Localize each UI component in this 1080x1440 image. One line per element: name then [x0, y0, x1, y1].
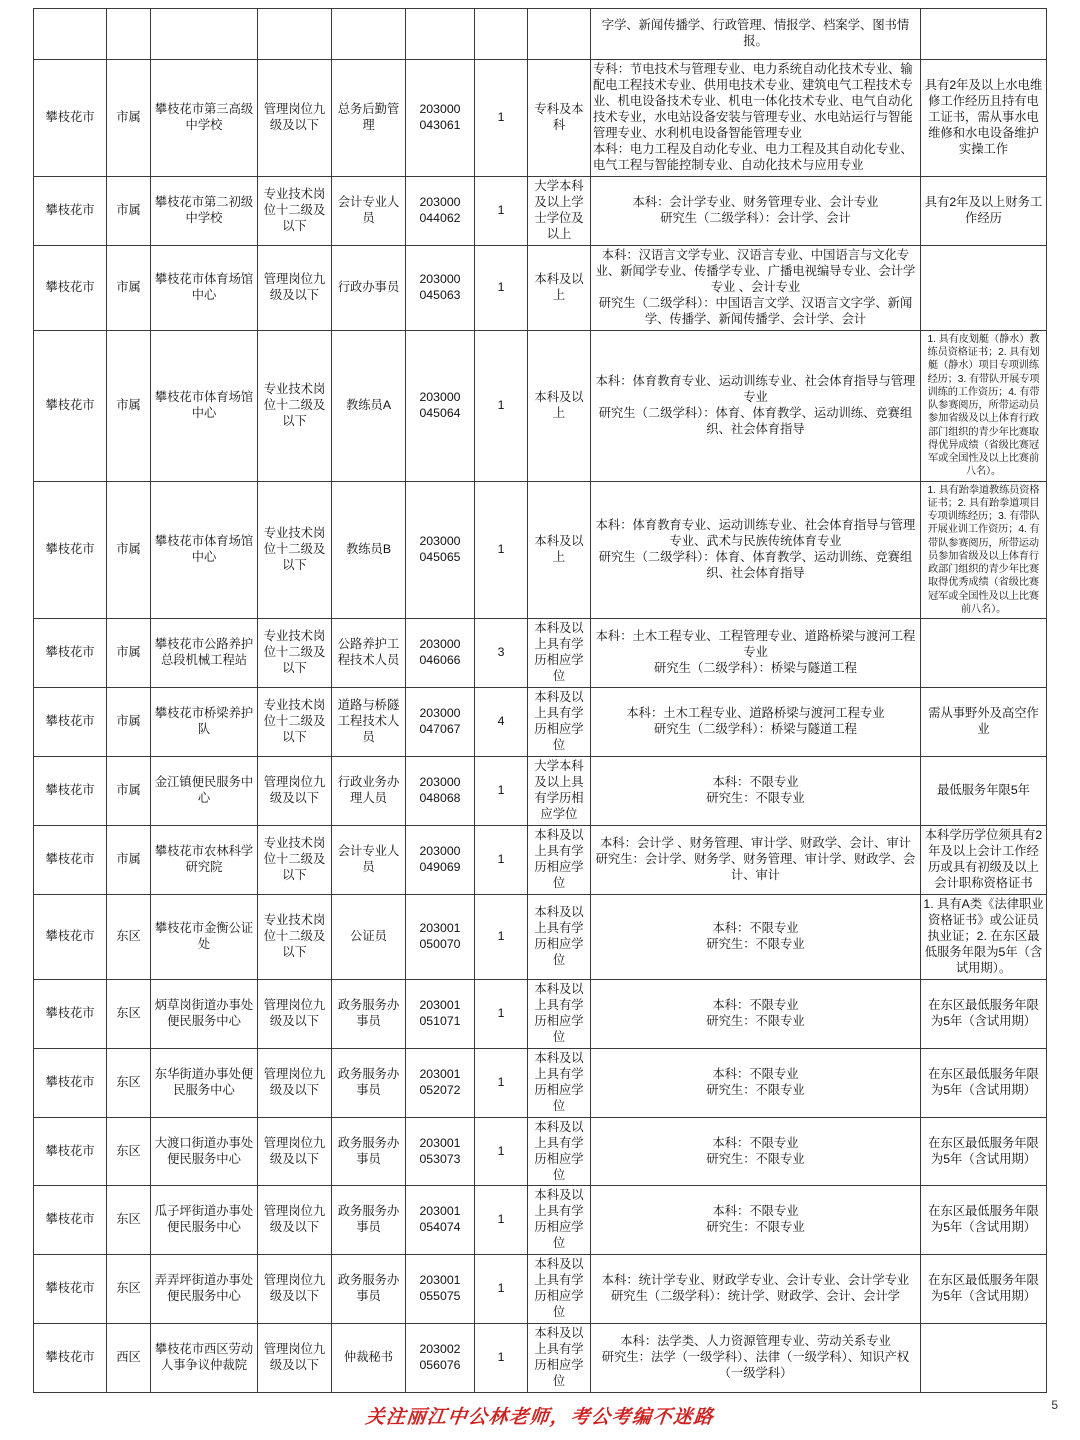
cell-empty: [107, 9, 151, 60]
table-row: [34, 894, 1047, 979]
cell-job-code: [406, 1048, 475, 1117]
code-line-2: 045063: [419, 287, 461, 302]
cell-education: 本科及以上具有学历相应学位: [528, 1048, 591, 1117]
cell-job-title: 政务服务办事员: [332, 979, 406, 1048]
cell-education: 本科及以上具有学历相应学位: [528, 1255, 591, 1324]
code-line-2: 055075: [419, 1289, 461, 1304]
cell-post-level: 专业技术岗位十二级及以下: [258, 687, 332, 756]
table-row: [34, 756, 1047, 825]
table-row: [34, 1255, 1047, 1324]
cell-unit: 东华街道办事处便民服务中心: [151, 1048, 258, 1117]
cell-remark: 在东区最低服务年限为5年（含试用期）: [921, 1186, 1047, 1255]
cell-education: 本科及以上具有学历相应学位: [528, 1117, 591, 1186]
table-row: [34, 1117, 1047, 1186]
code-line-1: 203002: [419, 1342, 461, 1357]
cell-remark: 在东区最低服务年限为5年（含试用期）: [921, 1117, 1047, 1186]
cell-headcount: 1: [475, 60, 528, 177]
cell-job-code: [406, 1255, 475, 1324]
cell-city: 攀枝花市: [34, 1324, 107, 1393]
code-line-2: 054074: [419, 1220, 461, 1235]
cell-job-code: [406, 1324, 475, 1393]
code-line-1: 203000: [419, 101, 461, 116]
cell-post-level: 管理岗位九级及以下: [258, 1324, 332, 1393]
code-line-1: 203001: [419, 1066, 461, 1081]
cell-major-requirement: [591, 176, 921, 245]
cell-post-level: 管理岗位九级及以下: [258, 1255, 332, 1324]
code-line-1: 203001: [419, 997, 461, 1012]
major-line: 研究生（二级学科）：桥梁与隧道工程: [654, 721, 857, 736]
table-row: [34, 245, 1047, 330]
cell-job-code: [406, 687, 475, 756]
table-row: [34, 176, 1047, 245]
cell-major-requirement: [591, 825, 921, 894]
major-line: 本科：不限专业: [712, 920, 799, 935]
cell-city: 攀枝花市: [34, 619, 107, 688]
cell-job-title: 总务后勤管理: [332, 60, 406, 177]
cell-empty: [332, 9, 406, 60]
major-line: 研究生（二级学科）：体育、体育教学、运动训练、竞赛组织、社会体育指导: [598, 405, 913, 436]
major-line: 本科：电力工程及自动化专业、电力工程及其自动化专业、电气工程与智能控制专业、自动化技术与应用专业: [593, 141, 913, 172]
cell-job-code: [406, 1117, 475, 1186]
cell-unit: 弄弄坪街道办事处便民服务中心: [151, 1255, 258, 1324]
major-line: 研究生：不限专业: [706, 1082, 805, 1097]
cell-empty: [528, 9, 591, 60]
cell-affiliation: 市属: [107, 619, 151, 688]
cell-remark: [921, 619, 1047, 688]
cell-empty: [406, 9, 475, 60]
code-line-1: 203000: [419, 271, 461, 286]
cell-headcount: 1: [475, 894, 528, 979]
cell-affiliation: 市属: [107, 60, 151, 177]
cell-city: 攀枝花市: [34, 756, 107, 825]
cell-major-requirement: [591, 756, 921, 825]
cell-city: 攀枝花市: [34, 481, 107, 619]
cell-empty: [151, 9, 258, 60]
code-line-2: 046066: [419, 652, 461, 667]
cell-remark: [921, 1324, 1047, 1393]
cell-post-level: 管理岗位九级及以下: [258, 1186, 332, 1255]
watermark-text: 关注丽江中公林老师，考公考编不迷路: [364, 1407, 716, 1428]
major-line: 研究生：会计学、财务学、财务管理、审计学、财政学、会计、审计: [595, 851, 916, 882]
code-line-2: 049069: [419, 859, 461, 874]
cell-affiliation: 西区: [107, 1324, 151, 1393]
remark-continuation: [921, 9, 1047, 60]
cell-job-code: [406, 894, 475, 979]
cell-remark: 1. 具有皮划艇（静水）教练员资格证书；2. 具有划艇（静水）项目专项训练经历；3. 有带队开展专项训练的工作资历；4. 有带队参赛阅历，所带运动员参加省级及以上体育行政部门组织的青少年比赛取得优异成绩（省级比赛冠军或全国性及以上比赛前八名）。: [921, 330, 1047, 481]
cell-affiliation: 市属: [107, 756, 151, 825]
cell-education: 专科及本科: [528, 60, 591, 177]
cell-job-title: 公路养护工程技术人员: [332, 619, 406, 688]
cell-city: 攀枝花市: [34, 1255, 107, 1324]
cell-post-level: 专业技术岗位十二级及以下: [258, 894, 332, 979]
cell-education: 本科及以上具有学历相应学位: [528, 1324, 591, 1393]
major-line: 本科：会计学 、财务管理、审计学、财政学、会计、审计: [600, 835, 911, 850]
table-row: [34, 979, 1047, 1048]
cell-major-requirement: [591, 894, 921, 979]
major-line: 本科：体育教育专业、运动训练专业、社会体育指导与管理专业: [595, 373, 916, 404]
cell-unit: 瓜子坪街道办事处便民服务中心: [151, 1186, 258, 1255]
cell-city: 攀枝花市: [34, 1117, 107, 1186]
major-line: 研究生（二级学科）：桥梁与隧道工程: [654, 660, 857, 675]
cell-unit: 攀枝花市第二初级中学校: [151, 176, 258, 245]
major-line: 研究生：法学（一级学科）、法律（一级学科）、知识产权（一级学科）: [601, 1350, 910, 1381]
cell-job-code: [406, 60, 475, 177]
cell-headcount: 1: [475, 825, 528, 894]
code-line-1: 203000: [419, 194, 461, 209]
table-body: [34, 9, 1047, 1393]
code-line-1: 203001: [419, 1204, 461, 1219]
cell-education: 本科及以上具有学历相应学位: [528, 979, 591, 1048]
cell-affiliation: 东区: [107, 1048, 151, 1117]
cell-affiliation: 市属: [107, 176, 151, 245]
major-line: 研究生（二级学科）：体育、体育教学、运动训练、竞赛组织、社会体育指导: [598, 549, 913, 580]
cell-affiliation: 东区: [107, 894, 151, 979]
cell-remark: 1. 具有A类《法律职业资格证书》或公证员执业证；2. 在东区最低服务年限为5年（含试用期）。: [921, 894, 1047, 979]
cell-affiliation: 市属: [107, 687, 151, 756]
code-line-1: 203001: [419, 1135, 461, 1150]
cell-headcount: 1: [475, 481, 528, 619]
cell-job-title: 会计专业人员: [332, 825, 406, 894]
cell-job-title: 政务服务办事员: [332, 1048, 406, 1117]
major-line: 研究生（二级学科）：中国语言文学、汉语言文字学、新闻学、传播学、新闻传播学、会计学、会计: [598, 295, 913, 326]
cell-major-requirement: [591, 1048, 921, 1117]
cell-headcount: 1: [475, 1186, 528, 1255]
major-line: 本科：不限专业: [712, 774, 799, 789]
major-line: 本科：体育教育专业、运动训练专业、社会体育指导与管理专业、武术与民族传统体育专业: [595, 517, 916, 548]
cell-unit: 攀枝花市体育场馆中心: [151, 330, 258, 481]
cell-post-level: 管理岗位九级及以下: [258, 1117, 332, 1186]
cell-education: 本科及以上: [528, 245, 591, 330]
cell-job-title: 行政办事员: [332, 245, 406, 330]
major-line: 研究生：不限专业: [706, 1220, 805, 1235]
cell-post-level: 管理岗位九级及以下: [258, 979, 332, 1048]
code-line-2: 051071: [419, 1013, 461, 1028]
cell-unit: 大渡口街道办事处便民服务中心: [151, 1117, 258, 1186]
cell-remark: 1. 具有跆拳道教练员资格证书；2. 具有跆拳道项目专项训练经历；3. 有带队开展业训工作资历；4. 有带队参赛阅历，所带运动员参加省级及以上体育行政部门组织的青少年比赛取得优秀成绩（省级比赛冠军或全国性及以上比赛前八名）。: [921, 481, 1047, 619]
cell-major-requirement: [591, 1255, 921, 1324]
cell-major-requirement: [591, 979, 921, 1048]
cell-city: 攀枝花市: [34, 245, 107, 330]
major-line: 本科：统计学专业、财政学专业、会计专业、会计学专业: [601, 1273, 910, 1288]
code-line-1: 203000: [419, 774, 461, 789]
cell-job-code: [406, 825, 475, 894]
cell-job-title: 政务服务办事员: [332, 1117, 406, 1186]
cell-major-requirement: [591, 330, 921, 481]
cell-unit: 攀枝花市金衡公证处: [151, 894, 258, 979]
cell-post-level: 管理岗位九级及以下: [258, 60, 332, 177]
cell-city: 攀枝花市: [34, 1048, 107, 1117]
cell-job-code: [406, 979, 475, 1048]
cell-affiliation: 东区: [107, 979, 151, 1048]
code-line-1: 203000: [419, 636, 461, 651]
cell-post-level: 专业技术岗位十二级及以下: [258, 825, 332, 894]
major-line: 研究生：不限专业: [706, 790, 805, 805]
table-row: [34, 1324, 1047, 1393]
table-row: [34, 687, 1047, 756]
cell-headcount: 1: [475, 1255, 528, 1324]
code-line-1: 203001: [419, 920, 461, 935]
cell-post-level: 管理岗位九级及以下: [258, 245, 332, 330]
major-line: 专科：节电技术与管理专业、电力系统自动化技术专业、输配电工程技术专业、供用电技术专业、建筑电气工程技术专业、机电设备技术专业、机电一体化技术专业、电气自动化技术专业，水电站设备安装与管理专业、水电站运行与智能管理专业、水利机电设备智能管理专业: [593, 62, 913, 140]
cell-job-code: [406, 1186, 475, 1255]
cell-remark: 在东区最低服务年限为5年（含试用期）: [921, 1255, 1047, 1324]
cell-unit: 攀枝花市桥梁养护队: [151, 687, 258, 756]
cell-education: 本科及以上具有学历相应学位: [528, 1186, 591, 1255]
cell-unit: 攀枝花市第三高级中学校: [151, 60, 258, 177]
cell-unit: 攀枝花市公路养护总段机械工程站: [151, 619, 258, 688]
cell-job-title: 教练员A: [332, 330, 406, 481]
cell-unit: 炳草岗街道办事处便民服务中心: [151, 979, 258, 1048]
cell-affiliation: 东区: [107, 1255, 151, 1324]
code-line-1: 203000: [419, 533, 461, 548]
cell-job-code: [406, 756, 475, 825]
code-line-1: 203000: [419, 705, 461, 720]
cell-city: 攀枝花市: [34, 60, 107, 177]
cell-job-title: 教练员B: [332, 481, 406, 619]
cell-city: 攀枝花市: [34, 825, 107, 894]
cell-city: 攀枝花市: [34, 894, 107, 979]
table-row: [34, 1048, 1047, 1117]
table-row: [34, 330, 1047, 481]
cell-remark: [921, 245, 1047, 330]
major-line: 研究生：不限专业: [706, 936, 805, 951]
code-line-2: 053073: [419, 1151, 461, 1166]
cell-affiliation: 东区: [107, 1186, 151, 1255]
cell-job-code: [406, 481, 475, 619]
recruitment-table: [33, 8, 1047, 1393]
cell-headcount: 1: [475, 756, 528, 825]
cell-headcount: 3: [475, 619, 528, 688]
cell-major-requirement: [591, 687, 921, 756]
cell-major-requirement: [591, 60, 921, 177]
code-line-2: 044062: [419, 210, 461, 225]
recruitment-table-container: [33, 8, 1046, 1393]
cell-unit: 攀枝花市农林科学研究院: [151, 825, 258, 894]
table-row: [34, 825, 1047, 894]
table-row: [34, 481, 1047, 619]
major-line: 本科：汉语言文学专业、汉语言专业、中国语言与文化专业、新闻学专业、传播学专业、广播电视编导专业、会计学专业 、会计专业: [595, 247, 916, 294]
cell-major-requirement: [591, 1324, 921, 1393]
cell-city: 攀枝花市: [34, 979, 107, 1048]
cell-job-title: 道路与桥隧工程技术人员: [332, 687, 406, 756]
cell-education: 本科及以上: [528, 481, 591, 619]
cell-post-level: 专业技术岗位十二级及以下: [258, 176, 332, 245]
cell-education: 本科及以上具有学历相应学位: [528, 825, 591, 894]
cell-education: 本科及以上具有学历相应学位: [528, 619, 591, 688]
cell-affiliation: 东区: [107, 1117, 151, 1186]
cell-job-code: [406, 176, 475, 245]
code-line-2: 050070: [419, 936, 461, 951]
cell-city: 攀枝花市: [34, 1186, 107, 1255]
table-row-continuation: [34, 9, 1047, 60]
cell-major-requirement: [591, 1117, 921, 1186]
page-number: 5: [1051, 1398, 1058, 1412]
major-line: 本科：不限专业: [712, 997, 799, 1012]
cell-headcount: 1: [475, 1048, 528, 1117]
code-line-1: 203000: [419, 389, 461, 404]
major-line: 本科：不限专业: [712, 1066, 799, 1081]
cell-headcount: 1: [475, 176, 528, 245]
cell-education: 大学本科及以上具有学历相应学位: [528, 756, 591, 825]
code-line-1: 203000: [419, 843, 461, 858]
major-line: 本科：法学类、人力资源管理专业、劳动关系专业: [620, 1334, 891, 1349]
cell-major-requirement: [591, 481, 921, 619]
cell-job-title: 政务服务办事员: [332, 1186, 406, 1255]
code-line-2: 048068: [419, 790, 461, 805]
cell-job-title: 公证员: [332, 894, 406, 979]
cell-headcount: 1: [475, 245, 528, 330]
major-line: 研究生：不限专业: [706, 1013, 805, 1028]
cell-job-title: 会计专业人员: [332, 176, 406, 245]
major-line: 本科：会计学专业、财务管理专业、会计专业: [632, 194, 879, 209]
code-line-2: 045065: [419, 549, 461, 564]
cell-job-title: 政务服务办事员: [332, 1255, 406, 1324]
cell-job-code: [406, 619, 475, 688]
cell-major-requirement: [591, 619, 921, 688]
cell-headcount: 1: [475, 1117, 528, 1186]
cell-empty: [475, 9, 528, 60]
cell-empty: [34, 9, 107, 60]
cell-remark: 在东区最低服务年限为5年（含试用期）: [921, 979, 1047, 1048]
code-line-2: 052072: [419, 1082, 461, 1097]
table-row: [34, 60, 1047, 177]
cell-affiliation: 市属: [107, 825, 151, 894]
table-row: [34, 619, 1047, 688]
table-row: [34, 1186, 1047, 1255]
cell-post-level: 管理岗位九级及以下: [258, 756, 332, 825]
major-line: 本科：土木工程专业、道路桥梁与渡河工程专业: [626, 705, 885, 720]
code-line-2: 047067: [419, 721, 461, 736]
cell-headcount: 1: [475, 979, 528, 1048]
cell-job-code: [406, 330, 475, 481]
cell-affiliation: 市属: [107, 481, 151, 619]
cell-city: 攀枝花市: [34, 330, 107, 481]
cell-unit: 攀枝花市西区劳动人事争议仲裁院: [151, 1324, 258, 1393]
cell-headcount: 1: [475, 330, 528, 481]
cell-job-title: 行政业务办理人员: [332, 756, 406, 825]
cell-post-level: 专业技术岗位十二级及以下: [258, 330, 332, 481]
major-requirement-continuation: 字学、新闻传播学、行政管理、情报学、档案学、图书情报。: [591, 9, 921, 60]
major-line: 本科：不限专业: [712, 1204, 799, 1219]
code-line-1: 203001: [419, 1273, 461, 1288]
cell-major-requirement: [591, 1186, 921, 1255]
major-line: 本科：土木工程专业、工程管理专业、道路桥梁与渡河工程专业: [595, 628, 916, 659]
cell-remark: 具有2年及以上水电维修工作经历且持有电工证书，需从事水电维修和水电设备维护实操工作: [921, 60, 1047, 177]
major-line: 本科：不限专业: [712, 1135, 799, 1150]
major-line: 研究生（二级学科）：会计学、会计: [660, 210, 851, 225]
cell-post-level: 专业技术岗位十二级及以下: [258, 481, 332, 619]
major-line: 研究生：不限专业: [706, 1151, 805, 1166]
cell-city: 攀枝花市: [34, 687, 107, 756]
cell-post-level: 专业技术岗位十二级及以下: [258, 619, 332, 688]
cell-remark: 具有2年及以上财务工作经历: [921, 176, 1047, 245]
cell-unit: 金江镇便民服务中心: [151, 756, 258, 825]
cell-major-requirement: [591, 245, 921, 330]
cell-affiliation: 市属: [107, 245, 151, 330]
cell-unit: 攀枝花市体育场馆中心: [151, 245, 258, 330]
cell-education: 本科及以上具有学历相应学位: [528, 894, 591, 979]
code-line-2: 056076: [419, 1358, 461, 1373]
cell-affiliation: 市属: [107, 330, 151, 481]
cell-headcount: 1: [475, 1324, 528, 1393]
major-line: 研究生（二级学科）：统计学、财政学、会计、会计学: [611, 1289, 900, 1304]
cell-education: 本科及以上: [528, 330, 591, 481]
cell-job-code: [406, 245, 475, 330]
cell-headcount: 4: [475, 687, 528, 756]
cell-remark: 本科学历学位须具有2年及以上会计工作经历或具有初级及以上会计职称资格证书: [921, 825, 1047, 894]
cell-remark: 在东区最低服务年限为5年（含试用期）: [921, 1048, 1047, 1117]
cell-empty: [258, 9, 332, 60]
cell-job-title: 仲裁秘书: [332, 1324, 406, 1393]
cell-education: 本科及以上具有学历相应学位: [528, 687, 591, 756]
cell-remark: 需从事野外及高空作业: [921, 687, 1047, 756]
cell-post-level: 管理岗位九级及以下: [258, 1048, 332, 1117]
code-line-2: 045064: [419, 405, 461, 420]
code-line-2: 043061: [419, 117, 461, 132]
cell-city: 攀枝花市: [34, 176, 107, 245]
cell-education: 大学本科及以上学士学位及以上: [528, 176, 591, 245]
cell-unit: 攀枝花市体育场馆中心: [151, 481, 258, 619]
cell-remark: 最低服务年限5年: [921, 756, 1047, 825]
